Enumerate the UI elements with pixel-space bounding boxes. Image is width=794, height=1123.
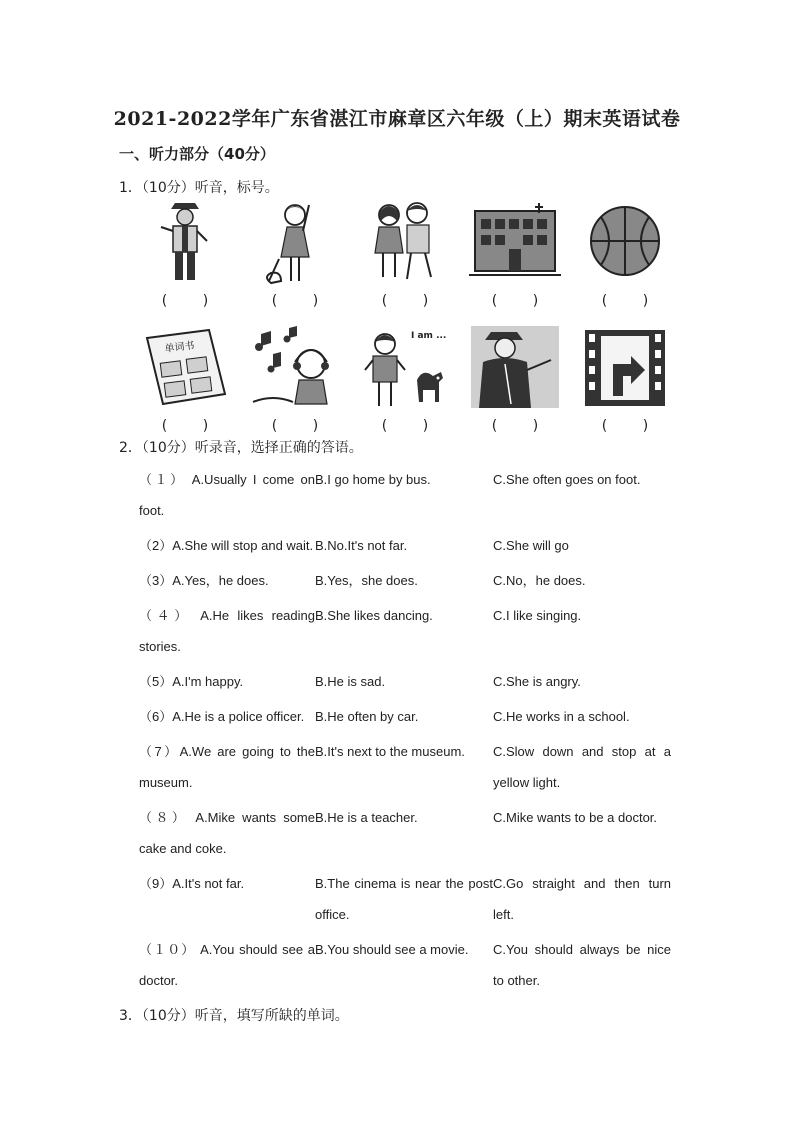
- man-in-uniform-icon: [469, 324, 561, 412]
- answer-blank[interactable]: ( ): [491, 293, 539, 309]
- answer-blank[interactable]: ( ): [271, 293, 319, 309]
- option-c[interactable]: C.He works in a school.: [493, 709, 630, 724]
- speech-text: I am ...: [411, 331, 447, 341]
- option-row: [139, 565, 671, 596]
- picture-row-2: [135, 324, 675, 434]
- picture-item: [575, 199, 675, 309]
- basketball-icon: [579, 199, 671, 287]
- option-c[interactable]: C.She is angry.: [493, 674, 581, 689]
- option-b[interactable]: B.The cinema is near the post office.: [315, 876, 493, 922]
- boy-and-dog-icon: [359, 324, 451, 412]
- word-book-icon: [139, 324, 231, 412]
- answer-blank[interactable]: ( ): [381, 293, 429, 309]
- option-c[interactable]: C.Go straight and then turn left.: [493, 876, 671, 922]
- girl-listening-music-icon: [249, 324, 341, 412]
- option-c[interactable]: C.No，he does.: [493, 573, 586, 588]
- police-officer-icon: [139, 199, 231, 287]
- page-title: 2021-2022学年广东省湛江市麻章区六年级（上）期末英语试卷: [113, 108, 681, 130]
- option-row: [139, 530, 671, 561]
- option-a[interactable]: （5）A.I'm happy.: [139, 674, 244, 689]
- option-a[interactable]: （6）A.He is a police officer.: [139, 709, 305, 724]
- option-row: [139, 666, 671, 697]
- question-3-label: 3．（10分）听音，填写所缺的单词。: [119, 1008, 349, 1024]
- option-c[interactable]: C.Mike wants to be a doctor.: [493, 810, 658, 825]
- option-b[interactable]: B.Yes，she does.: [315, 573, 418, 588]
- option-c[interactable]: C.Slow down and stop at a yellow light.: [493, 744, 671, 790]
- picture-item: [575, 324, 675, 434]
- option-c[interactable]: C.You should always be nice to other.: [493, 942, 671, 988]
- option-a[interactable]: （2）A.She will stop and wait.: [139, 538, 314, 553]
- answer-blank[interactable]: ( ): [381, 418, 429, 434]
- option-a[interactable]: （7）A.We are going to the museum.: [139, 744, 315, 790]
- answer-blank[interactable]: ( ): [491, 418, 539, 434]
- turn-right-sign-icon: [579, 324, 671, 412]
- option-row: [139, 868, 671, 930]
- option-b[interactable]: B.She likes dancing.: [315, 608, 433, 623]
- option-c[interactable]: C.She will go: [493, 538, 569, 553]
- option-b[interactable]: B.He often by car.: [315, 709, 419, 724]
- picture-item: [355, 324, 455, 434]
- option-a[interactable]: （3）A.Yes，he does.: [139, 573, 269, 588]
- picture-item: [465, 324, 565, 434]
- answer-blank[interactable]: ( ): [161, 293, 209, 309]
- picture-item: [245, 199, 345, 309]
- option-row: [139, 600, 671, 662]
- option-a[interactable]: （１０） A.You should see a doctor.: [139, 942, 315, 988]
- question-2-options: [139, 464, 671, 1000]
- option-b[interactable]: B.You should see a movie.: [315, 942, 469, 957]
- option-b[interactable]: B.I go home by bus.: [315, 472, 431, 487]
- option-b[interactable]: B.It's next to the museum.: [315, 744, 465, 759]
- word-book-label: 单词书: [164, 340, 196, 355]
- answer-blank[interactable]: ( ): [161, 418, 209, 434]
- answer-blank[interactable]: ( ): [601, 418, 649, 434]
- option-a[interactable]: （9）A.It's not far.: [139, 876, 245, 891]
- option-b[interactable]: B.No.It's not far.: [315, 538, 408, 553]
- option-row: [139, 464, 671, 526]
- answer-blank[interactable]: ( ): [271, 418, 319, 434]
- option-row: [139, 802, 671, 864]
- answer-blank[interactable]: ( ): [601, 293, 649, 309]
- option-a[interactable]: （４） A.He likes reading stories.: [139, 608, 315, 654]
- picture-item: [135, 324, 235, 434]
- option-b[interactable]: B.He is sad.: [315, 674, 386, 689]
- option-c[interactable]: C.She often goes on foot.: [493, 472, 641, 487]
- girl-sweeping-icon: [249, 199, 341, 287]
- school-building-icon: [469, 199, 561, 287]
- option-c[interactable]: C.I like singing.: [493, 608, 582, 623]
- picture-row-1: [135, 199, 675, 309]
- two-children-icon: [359, 199, 451, 287]
- picture-item: [245, 324, 345, 434]
- option-row: [139, 736, 671, 798]
- option-a[interactable]: （１） A.Usually I come on foot.: [139, 472, 315, 518]
- option-b[interactable]: B.He is a teacher.: [315, 810, 418, 825]
- picture-item: [355, 199, 455, 309]
- picture-item: [135, 199, 235, 309]
- section-heading-listening: 一、听力部分（40分）: [119, 145, 275, 163]
- option-row: [139, 934, 671, 996]
- option-row: [139, 701, 671, 732]
- option-a[interactable]: （８） A.Mike wants some cake and coke.: [139, 810, 315, 856]
- picture-item: [465, 199, 565, 309]
- question-2-label: 2．（10分）听录音，选择正确的答语。: [119, 440, 363, 456]
- question-1-label: 1．（10分）听音，标号。: [119, 180, 279, 196]
